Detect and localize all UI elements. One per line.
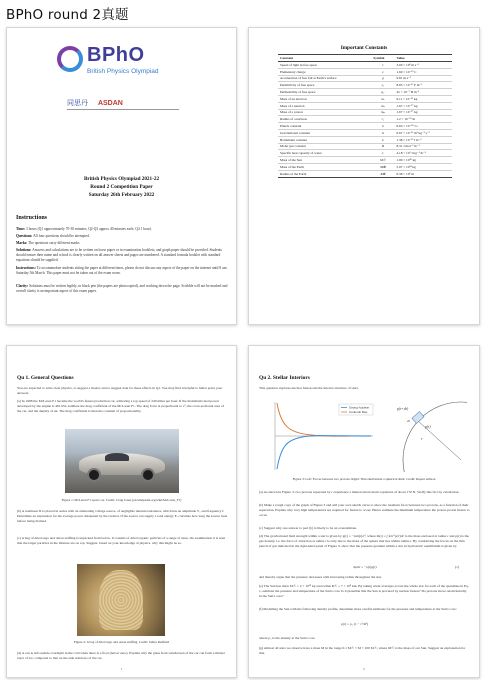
cell-value: 1.67 × 10⁻²⁷ kg <box>394 109 452 116</box>
question-2-part-e: (e) The Sun has mass M☉ = 2 × 10³⁰ kg and radius R☉ = 7 × 10⁸ km. By taking crude averages across the whole star for each of the quantities in Eq. 1, estimate the pressure and temperature of the Sun's core. Is it plausible that the Sun is powered by nuclear fusion? Do protons move relativistically in the Sun's core? <box>259 584 469 598</box>
cell-constant: Specific heat capacity of water <box>278 150 371 157</box>
cell-symbol: k <box>371 136 394 143</box>
instruction-clarity: Clarity: Solutions must be written legibly, in black pen (the papers are photocopied), and working down the page. Scribble will not be marked and overall clarity is an important aspect of this exam paper. <box>16 284 228 294</box>
cell-symbol: r₀ <box>371 116 394 123</box>
table-row <box>278 170 452 177</box>
cell-constant: Boltzmann constant <box>278 136 371 143</box>
table-row <box>278 143 452 150</box>
instruction-questions: Questions: All four questions should be attempted. <box>16 234 90 238</box>
page-number: 2 <box>363 667 365 671</box>
cell-value: 6.67 × 10⁻¹¹ m³ kg⁻¹ s⁻² <box>394 129 452 136</box>
table-row <box>278 82 452 89</box>
constants-table-body <box>278 62 452 178</box>
question-2-part-b: (b) Make a rough copy of the graph of Figure 3 and add your own sketch curve to show the resultant force between two protons, as a function of their separation. Explain why very high temperatures are required for fusion to occur. Hence estimate the minimum temperature the proton-proton fusion to occur. <box>259 503 470 517</box>
table-row <box>278 102 452 109</box>
cell-symbol: mₑ <box>371 95 394 102</box>
cell-symbol: G <box>371 129 394 136</box>
label-shell-thickness: dr <box>407 419 411 423</box>
table-row <box>278 157 452 164</box>
density-equation: ρ(r) = ρ₀ (1 − r²/R²) <box>341 622 369 626</box>
figure-3-caption: Figure 3: Left: Forces between two protons. Right: Thin shell inside a spherical shell. Credit: Rupert Allison <box>292 477 436 481</box>
column-header-symbol: Symbol <box>371 55 394 62</box>
equation-number: (1) <box>455 565 460 569</box>
table-row <box>278 116 452 123</box>
column-header-value: Value <box>394 55 452 62</box>
page-cover[interactable] <box>6 27 237 325</box>
cell-value: 8.85 × 10⁻¹² F m⁻¹ <box>394 82 452 89</box>
sponsor-left: 同思丹 <box>67 100 88 107</box>
cell-constant: Mass of a proton <box>278 109 371 116</box>
question-2-part-d: (d) The gravitational field strength within a star is given by g(r) = −Gm(r)/r², where m(r) = ∫ 4πr'²ρ(r')dr' is the mass enclosed at radius r and ρ(r) is the gas density, i.e. the force of attraction at radius r is only due to the mass of the sphere that lies within radius r. By considering the forces on the thin pencil of gas indicated in the right-hand panel of Figure 3, show that the pressure gradient within a star in hydrostatic equilibrium is given by <box>259 534 469 548</box>
density-note: where ρ₀ is the density at the Sun's core. <box>259 636 316 640</box>
cell-constant: Molar gas constant <box>278 143 371 150</box>
cell-constant: Gravitational constant <box>278 129 371 136</box>
page-constants[interactable] <box>248 27 480 325</box>
question-1-part-a: (a) In 1998 the McLaren F1 became the world's fastest production car, achieving a top speed of 240 miles per hour. If the maximum rated power developed by the engine is 461 kW, estimate the drag coefficient of the McLaren F1. The drag force is proportional to v², the cross-sectional area of the car, and the density of air. The drag coefficient is then the constant of proportionality. <box>17 399 224 413</box>
page-question-1[interactable] <box>6 345 237 678</box>
cell-symbol: e <box>371 68 394 75</box>
bpho-logo-ring <box>57 46 83 72</box>
thin-shell-element <box>412 412 424 424</box>
cell-value: 6.38 × 10⁶ m <box>394 170 452 177</box>
inner-arc <box>403 402 461 460</box>
sago-bag <box>99 570 143 630</box>
window-title: BPhO round 2真题 <box>6 7 129 23</box>
instruction-timing: Instructions: To accommodate students sitting the paper at different times, please do not discuss any aspect of the paper on the internet until 8 am Saturday 5th March. This paper must not be taken out of the exam room. <box>16 266 227 276</box>
cell-symbol: R <box>371 143 394 150</box>
table-row <box>278 68 452 75</box>
radius-line <box>417 420 461 460</box>
cell-symbol: R⊕ <box>371 170 394 177</box>
label-radius: r <box>421 436 423 441</box>
question-2-title: Qu 2. Stellar Interiors <box>259 375 310 381</box>
cell-value: 4π × 10⁻⁷ H m⁻¹ <box>394 89 452 96</box>
cell-value: 8.31 J mol⁻¹ K⁻¹ <box>394 143 452 150</box>
cell-constant: Speed of light in free space <box>278 62 371 69</box>
cell-value: 1.67 × 10⁻²⁷ kg <box>394 102 452 109</box>
cover-heading-1: British Physics Olympiad 2021-22 <box>83 176 160 182</box>
table-row <box>278 150 452 157</box>
cell-value: 9.11 × 10⁻³¹ kg <box>394 95 452 102</box>
label-pressure: p(r) <box>425 425 431 429</box>
table-row <box>278 123 452 130</box>
page-number: 1 <box>120 667 123 671</box>
cell-symbol: cᵥ <box>371 150 394 157</box>
cell-symbol: mₙ <box>371 102 394 109</box>
question-2-part-g: (g) Almost all stars we observe have a mass M in the range 0.1 M☉ < M < 100 M☉, where M☉ is the mass of our Sun. Suggest an explanation for this. <box>259 646 466 655</box>
label-outer-pressure: p(r+dr) <box>397 407 409 411</box>
cell-symbol: h <box>371 123 394 130</box>
proton-force-plot <box>267 398 377 472</box>
cell-constant: Radius of a nucleon <box>278 116 371 123</box>
sago-bag-photo <box>77 564 165 636</box>
cell-symbol: g <box>371 75 394 82</box>
bpho-logo-word: BPhO <box>87 44 145 66</box>
constants-table <box>278 54 452 178</box>
sponsor-right: ASDAN <box>97 100 123 107</box>
cell-constant: Mass of an electron <box>278 95 371 102</box>
question-1-intro: You are expected to write clear physics, to suggest a model, and to suggest data for these effects in Q1. You may find it helpful to bullet point your answers. <box>17 386 223 395</box>
nuclear-curve <box>277 436 371 469</box>
car-wheel-rear <box>141 468 155 482</box>
cell-constant: Radius of the Earth <box>278 170 371 177</box>
question-2-intro: This question explores nuclear fusion and the interior structure of stars. <box>259 386 359 390</box>
cell-value: 4.18 × 10³ J kg⁻¹ K⁻¹ <box>394 150 452 157</box>
table-row <box>278 95 452 102</box>
cell-symbol: M⊕ <box>371 163 394 170</box>
cell-value: 1.99 × 10³⁰ kg <box>394 157 452 164</box>
cell-constant: Mass of the Sun <box>278 157 371 164</box>
table-row <box>278 136 452 143</box>
figure-2-caption: Figure 2: A bag of dried sago and onion stuffing. Credit: James Redfield <box>73 640 170 644</box>
table-row <box>278 163 452 170</box>
cell-value: 1.38 × 10⁻²³ J K⁻¹ <box>394 136 452 143</box>
cell-symbol: μ₀ <box>371 89 394 96</box>
instruction-marks: Marks: The questions carry different marks. <box>16 241 81 245</box>
table-row <box>278 109 452 116</box>
cell-symbol: ε₀ <box>371 82 394 89</box>
question-2-part-a: (a) As shown in Figure 3, two protons separated by r experience a mutual electrostatic repulsion of about 170 N. Verify this fact by calculation. <box>259 490 460 494</box>
stellar-shell-diagram <box>391 390 467 472</box>
legend-label-nuclear: Strong Nuclear <box>349 405 370 410</box>
cell-constant: Mass of a neutron <box>278 102 371 109</box>
cell-constant: Mass of the Earth <box>278 163 371 170</box>
bpho-logo-subtitle: British Physics Olympiad <box>87 68 159 75</box>
cell-symbol: c <box>371 62 394 69</box>
question-2-part-f: (f) Modelling the Sun with the following density profile, determine more careful estimates for the pressure and temperature at the Sun's core: <box>259 607 457 611</box>
cell-value: 3.00 × 10⁸ m s⁻¹ <box>394 62 452 69</box>
question-1-title: Qu 1. General Questions <box>17 375 74 381</box>
table-row <box>278 89 452 96</box>
table-row <box>278 129 452 136</box>
cell-constant: Permeability of free space <box>278 89 371 96</box>
car-wheel-front <box>87 468 101 482</box>
table-row <box>278 75 452 82</box>
column-header-constant: Constant <box>278 55 371 62</box>
page-question-2[interactable] <box>248 345 480 678</box>
cell-symbol: mₚ <box>371 109 394 116</box>
legend-label-coulomb: Coulomb Rep. <box>349 410 369 415</box>
table-row <box>278 62 452 69</box>
cell-constant: Elementary charge <box>278 68 371 75</box>
car-window <box>105 453 129 461</box>
cell-value: 9.81 m s⁻² <box>394 75 452 82</box>
cell-value: 1.60 × 10⁻¹⁹ C <box>394 68 452 75</box>
cell-value: 6.63 × 10⁻³⁴ J s <box>394 123 452 130</box>
question-1-part-b: (b) A nonlinear R is placed in series with an alternating voltage source, of negligible internal resistance, which has an amplitude V₀ and frequency f. Determine an expression for the average power dissipated by the resistor. If the source can supply a total energy E, calculate how long the source lasts before being drained. <box>17 509 228 523</box>
sponsor-logos <box>67 98 123 108</box>
instructions-title: Instructions <box>16 215 48 221</box>
sponsor-divider <box>67 109 179 110</box>
figure-1-caption: Figure 1: McLaren F1 sports car. Credit: Craig Jones (en.wikipedia.org/wiki/McLaren_F1) <box>61 498 182 502</box>
instruction-time: Time: 3 hours (Q1 approximately 70-30 minutes, Q2-Q3 approx 40 minutes each; Q4 1 hour). <box>16 227 152 231</box>
cell-value: 5.97 × 10²⁴ kg <box>394 163 452 170</box>
cell-symbol: M☉ <box>371 157 394 164</box>
constants-title: Important Constants <box>340 45 388 51</box>
instruction-solutions: Solutions: Answers and calculations are to be written on loose paper or in examination booklets, and graph paper should be provided. Students should ensure their name and school is clearly written on all answer sheets and pages are numbered. A standard formula booklet with standard equations should be supplied. <box>16 248 222 263</box>
cell-value: 1.2 × 10⁻¹⁵ m <box>394 116 452 123</box>
question-1-part-c: (c) A bag of dried sago and onion stuffing is unpacked from below. It consists of dried organic particles of a range of sizes. On examination it is seen that the larger particles in the mixture are on top. Suggest, based on your knowledge of physics, why this might be so. <box>17 536 226 545</box>
mclaren-car-photo <box>65 429 179 493</box>
question-1-part-d: (d) A can is left outside overnight in the cold when there is a frost (below zero). Explain why the glass front windscreen of the car can form a thicker layer of ice, compared to that on the side windows of the car. <box>17 651 225 660</box>
hydrostatic-equation: dp/dr = −ρ(r)g(r) <box>353 565 377 569</box>
question-2-part-d-tail: and thereby argue that the pressure decreases with increasing radius throughout the star. <box>259 575 382 579</box>
cell-constant: Permittivity of free space <box>278 82 371 89</box>
cover-heading-3: Saturday 26th February 2022 <box>88 192 155 198</box>
cell-constant: Planck constant <box>278 123 371 130</box>
star-outline <box>403 402 467 472</box>
cover-heading-2: Round 2 Competition Paper <box>90 184 153 190</box>
question-2-part-c: (c) Suggest why one answer to part (b) is likely to be an overestimate. <box>259 526 357 530</box>
cell-constant: Acceleration of free fall at Earth's surface <box>278 75 371 82</box>
